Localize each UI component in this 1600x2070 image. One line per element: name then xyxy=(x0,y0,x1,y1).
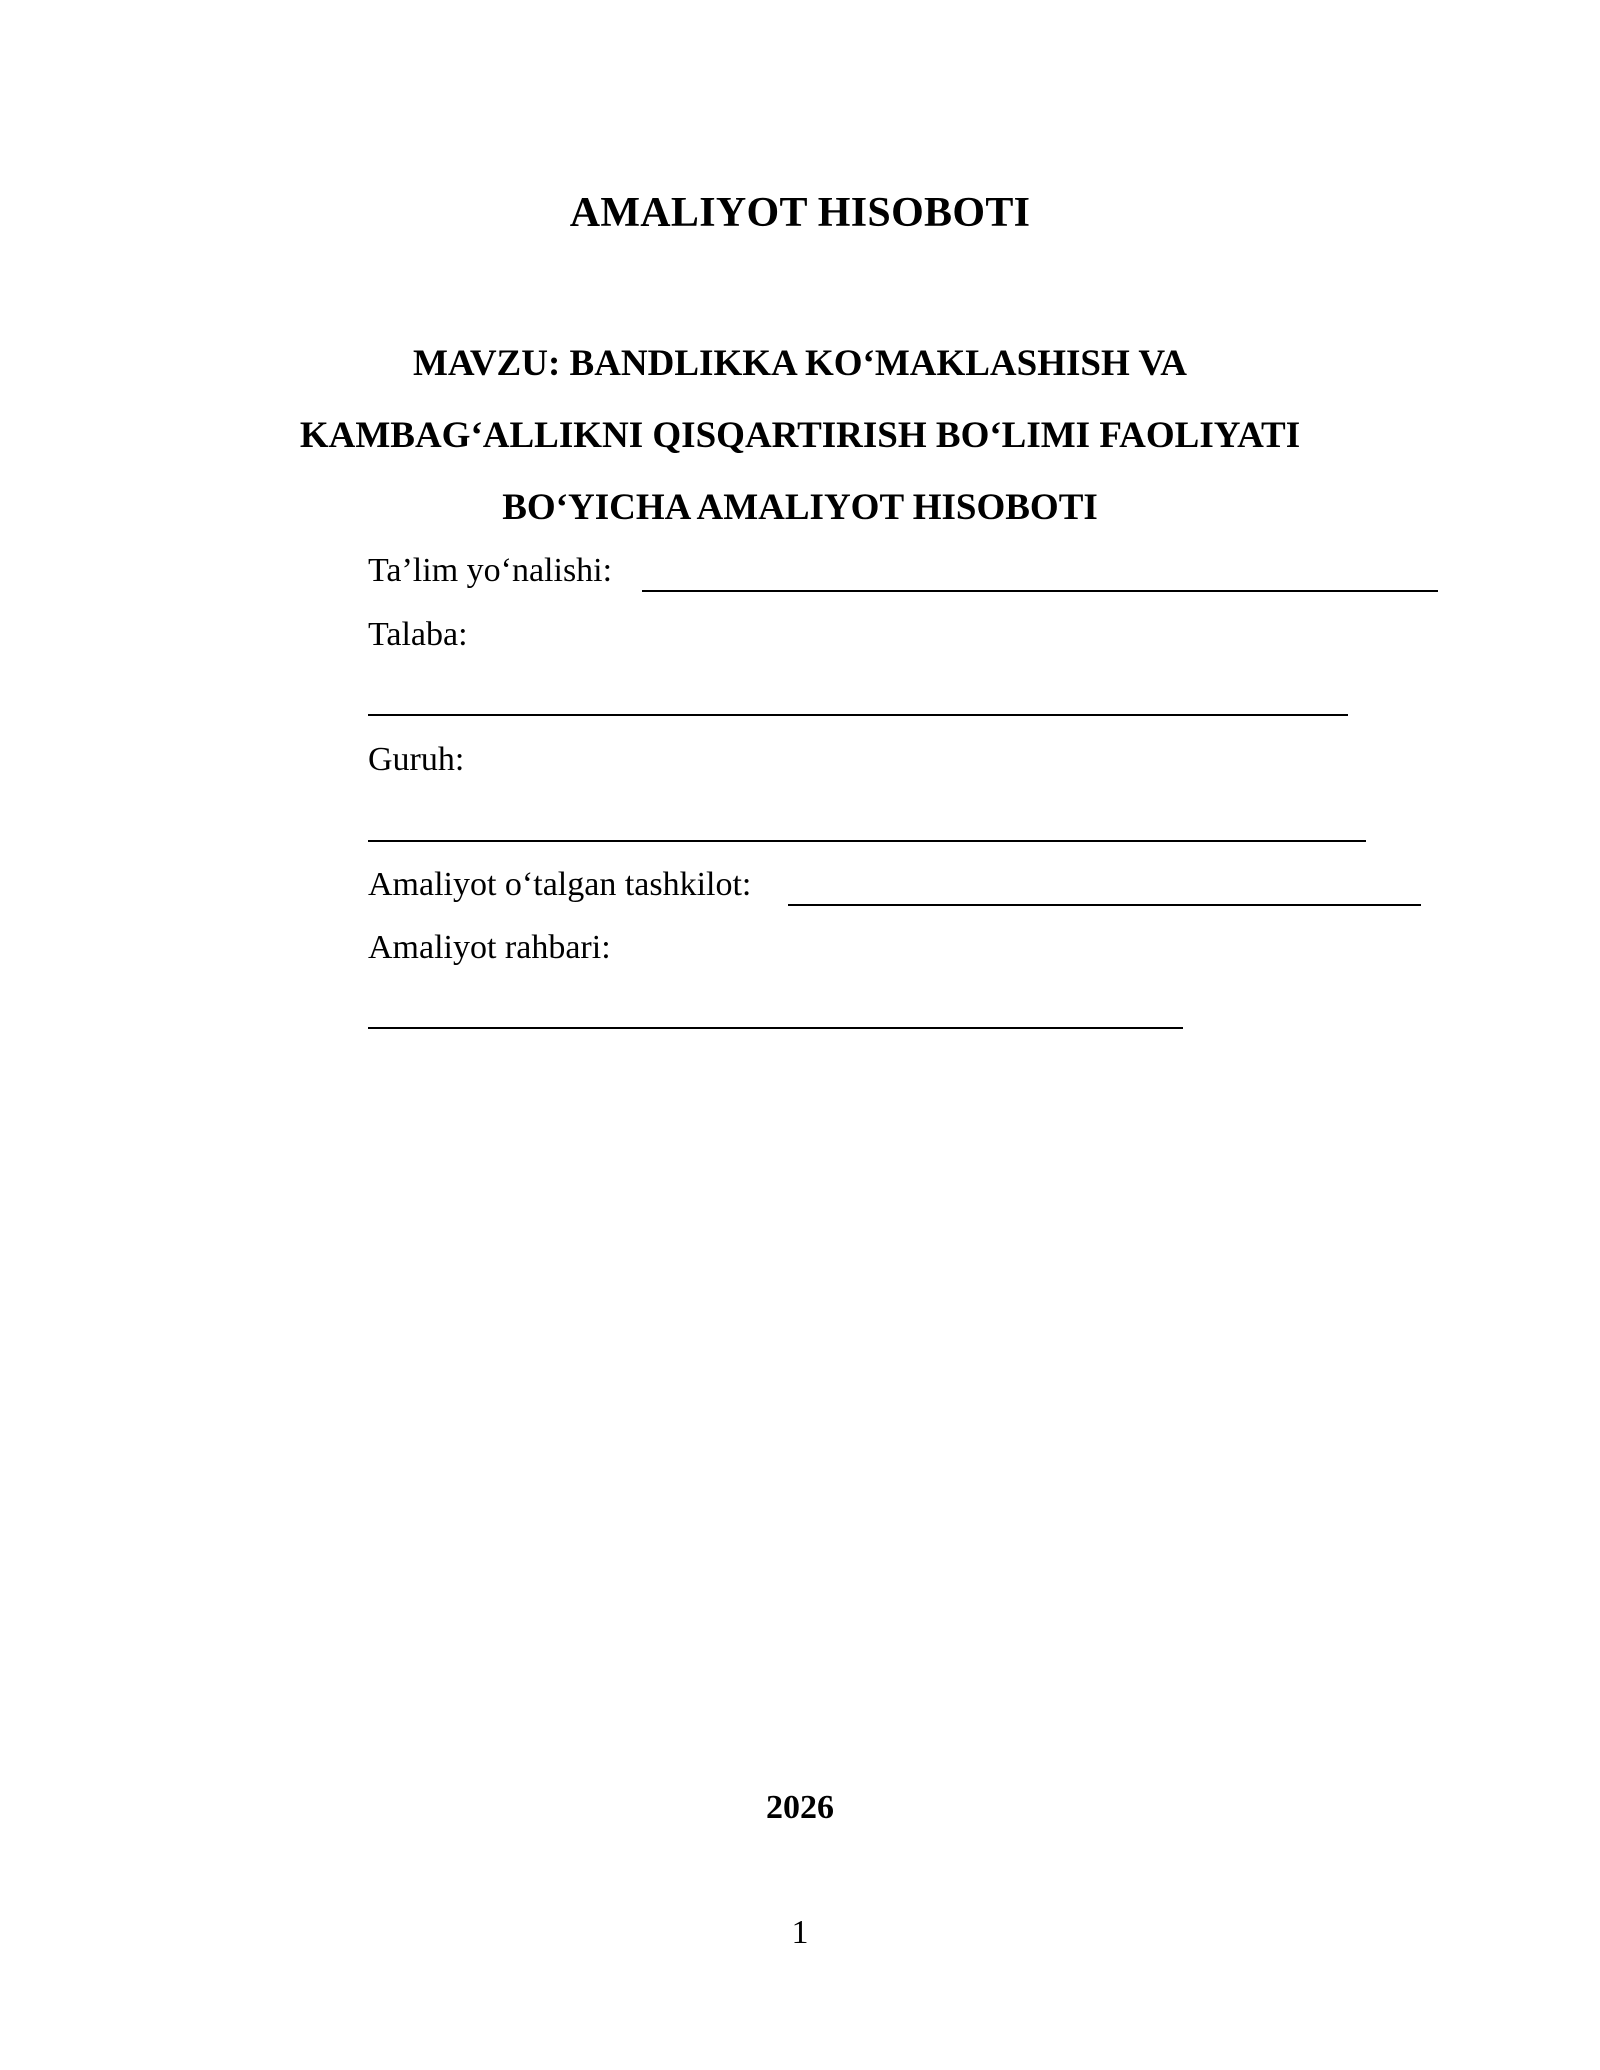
supervisor-blank xyxy=(368,1027,1183,1029)
topic-line-1: MAVZU: BANDLIKKA KO‘MAKLASHISH VA xyxy=(412,343,1188,384)
organization-blank xyxy=(788,904,1421,906)
topic-line-3: BO‘YICHA AMALIYOT HISOBOTI xyxy=(502,487,1098,528)
document-year: 2026 xyxy=(766,1789,834,1826)
topic-line-2: KAMBAG‘ALLIKNI QISQARTIRISH BO‘LIMI FAOLIYATI xyxy=(299,415,1301,456)
document-title: AMALIYOT HISOBOTI xyxy=(569,190,1031,236)
organization-label: Amaliyot o‘talgan tashkilot: xyxy=(368,866,752,903)
student-label: Talaba: xyxy=(368,616,468,653)
page-number: 1 xyxy=(791,1914,809,1951)
student-blank xyxy=(368,714,1348,716)
education-direction-blank xyxy=(642,590,1438,592)
supervisor-label: Amaliyot rahbari: xyxy=(368,929,611,966)
group-blank xyxy=(368,840,1366,842)
education-direction-label: Ta’lim yo‘nalishi: xyxy=(368,552,613,589)
group-label: Guruh: xyxy=(368,741,465,778)
